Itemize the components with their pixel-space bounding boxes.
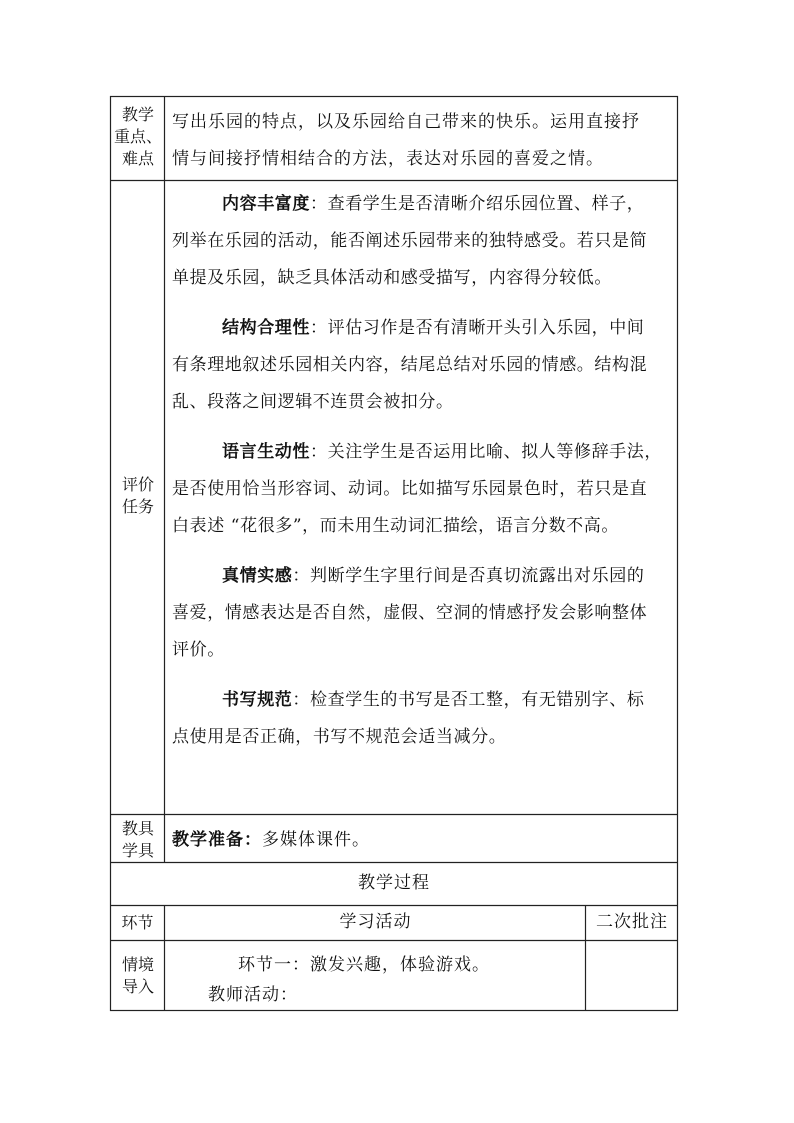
item-line: 是否使用恰当形容词、动词。比如描写乐园景色时，若只是直 [172, 479, 648, 499]
item-sep: ： [310, 442, 328, 462]
evaluation-item [172, 186, 672, 297]
item-line: 有条理地叙述乐园相关内容，结尾总结对乐园的情感。结构混 [172, 355, 648, 375]
annotation-cell[interactable] [586, 941, 678, 1011]
row-label-evaluation [112, 474, 164, 518]
item-first-line: 查看学生是否清晰介绍乐园位置、样子， [327, 194, 645, 214]
header-activity: 学习活动 [339, 912, 412, 932]
label-line: 教学 [121, 105, 154, 124]
item-first-line: 检查学生的书写是否工整，有无错别字、标 [310, 690, 645, 710]
item-line: 白表述 “花很多”，而未用生动词汇描绘，语言分数不高。 [172, 516, 619, 536]
item-first-line: 关注学生是否运用比喻、拟人等修辞手法， [327, 442, 663, 462]
item-sep: ： [292, 690, 311, 710]
evaluation-item [172, 682, 672, 756]
intro-line: 环节一：激发兴趣，体验游戏。 [238, 955, 490, 975]
intro-activity [172, 950, 582, 1010]
item-first-line: 判断学生字里行间是否真切流露出对乐园的 [310, 566, 645, 586]
item-line: 单提及乐园，缺乏具体活动和感受描写，内容得分较低。 [172, 268, 612, 288]
preparation-label: 教学准备： [172, 830, 262, 850]
item-line: 喜爱，情感表达是否自然，虚假、空洞的情感抒发会影响整体 [172, 603, 648, 623]
item-title: 真情实感 [222, 566, 293, 586]
header-stage: 环节 [121, 913, 154, 932]
item-title: 结构合理性 [222, 318, 310, 338]
evaluation-item [172, 558, 672, 669]
header-annotation: 二次批注 [596, 912, 668, 932]
item-line: 列举在乐园的活动，能否阐述乐园带来的独特感受。若只是简 [172, 231, 648, 251]
item-line: 评价。 [172, 640, 225, 660]
evaluation-item [172, 310, 672, 421]
item-title: 内容丰富度 [222, 194, 310, 214]
evaluation-item [172, 434, 672, 545]
label-line: 学具 [121, 841, 154, 860]
item-sep: ： [310, 318, 328, 338]
item-line: 点使用是否正确，书写不规范会适当减分。 [172, 727, 507, 747]
row-label-key-points [112, 104, 164, 170]
teaching-aids-content [172, 826, 672, 854]
label-line: 情境 [121, 955, 154, 974]
item-line: 乱、段落之间逻辑不连贯会被扣分。 [172, 392, 454, 412]
intro-line: 教师活动： [208, 985, 298, 1005]
preparation-text: 多媒体课件。 [262, 830, 370, 850]
label-line: 评价 [121, 475, 154, 494]
item-sep: ： [310, 194, 328, 214]
row-label-teaching-aids [112, 818, 164, 862]
label-line: 教具 [121, 819, 154, 838]
content-line: 情与间接抒情相结合的方法，表达对乐园的喜爱之情。 [172, 149, 604, 169]
item-sep: ： [292, 566, 311, 586]
item-title: 语言生动性 [222, 442, 310, 462]
label-line: 难点 [121, 149, 154, 168]
process-title: 教学过程 [358, 873, 430, 893]
key-points-content [172, 104, 677, 178]
item-title: 书写规范 [222, 690, 293, 710]
label-line: 导入 [121, 977, 154, 996]
content-line: 写出乐园的特点，以及乐园给自己带来的快乐。运用直接抒 [172, 112, 640, 132]
label-line: 重点、 [113, 127, 162, 146]
item-first-line: 评估习作是否有清晰开头引入乐园，中间 [327, 318, 645, 338]
label-line: 任务 [121, 497, 154, 516]
row-label-intro [112, 954, 164, 998]
